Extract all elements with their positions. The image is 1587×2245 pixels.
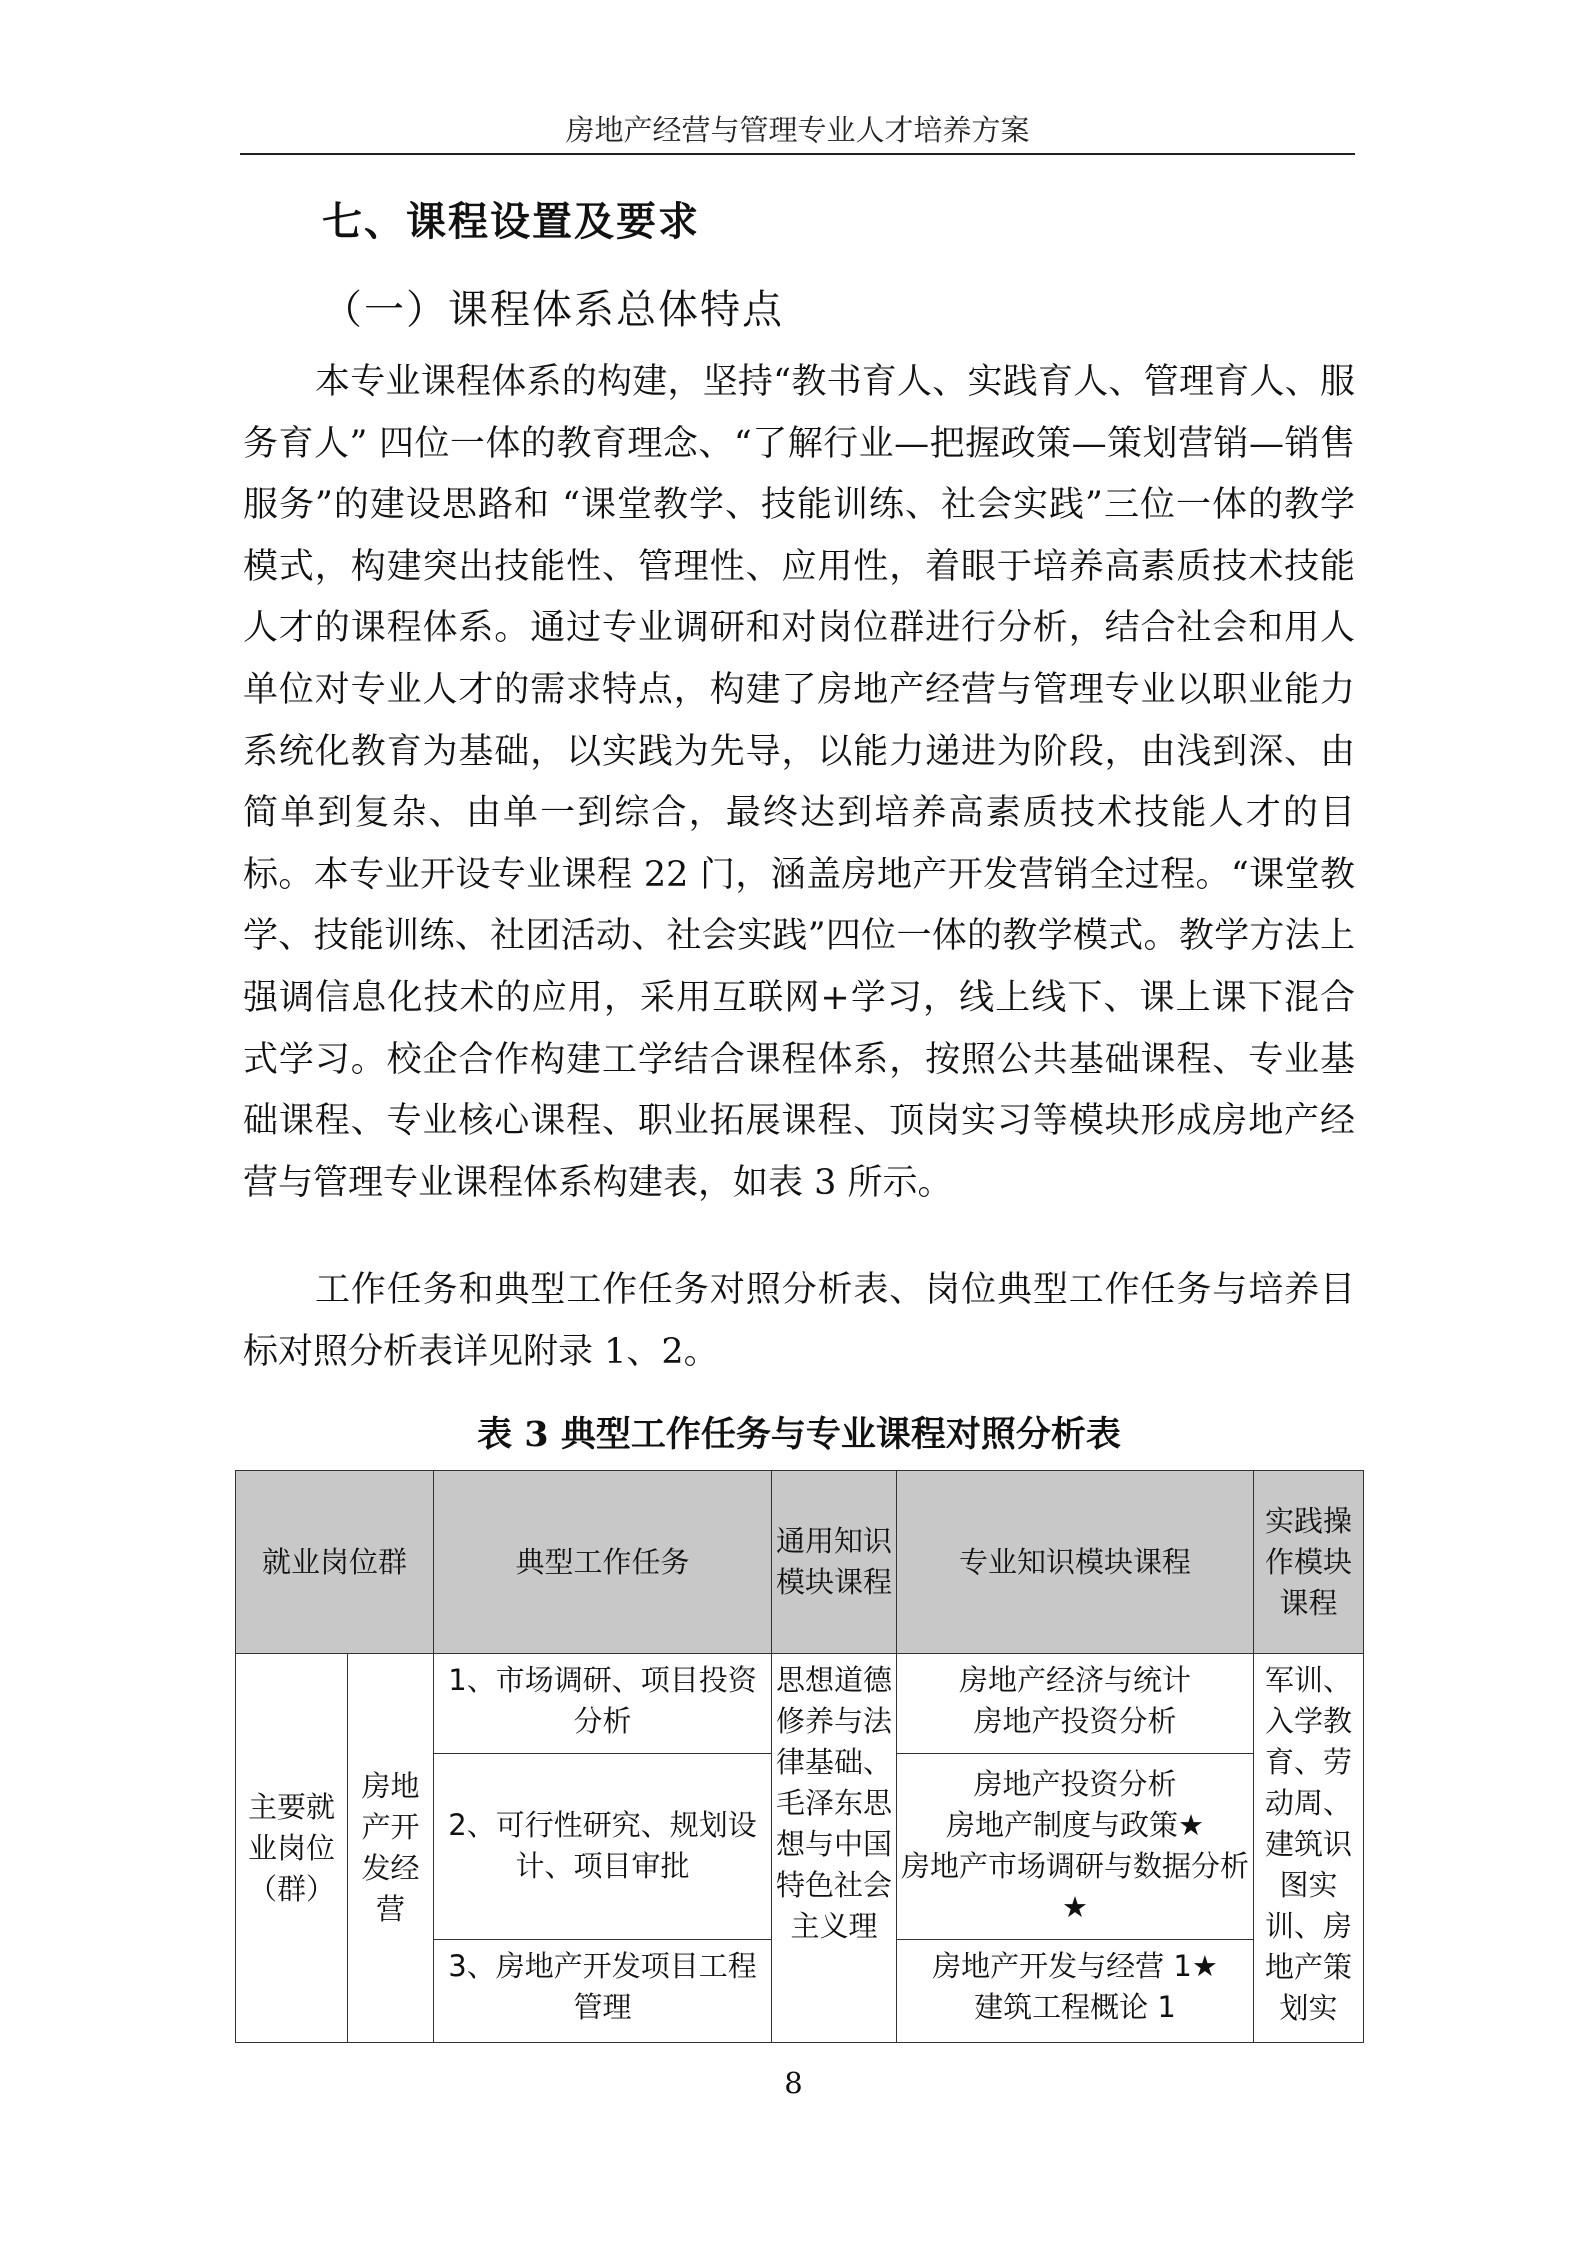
practice-courses-text: 军训、入学教育、劳动周、建筑识图实训、房地产策划实 (1265, 1663, 1353, 2025)
header-practice-courses: 实践操作模块课程 (1254, 1471, 1364, 1654)
job-group-cell: 主要就业岗位（群） (236, 1654, 348, 2043)
task-cell: 3、房地产开发项目工程管理 (434, 1939, 772, 2042)
general-courses-cell (772, 1654, 897, 2043)
body-paragraph: 工作任务和典型工作任务对照分析表、岗位典型工作任务与培养目标对照分析表详见附录 1、2。 (243, 1270, 1355, 1372)
table-row (236, 1654, 1364, 1754)
page-number: 8 (784, 2066, 803, 2100)
courses-cell: 房地产投资分析 房地产制度与政策★ 房地产市场调研与数据分析★ (897, 1754, 1254, 1939)
table-caption: 表 3 典型工作任务与专业课程对照分析表 (477, 1414, 1121, 1455)
courses-cell: 房地产经济与统计 房地产投资分析 (897, 1654, 1254, 1754)
header-general-courses: 通用知识模块课程 (772, 1471, 897, 1654)
position-cell: 房地产开发经营 (348, 1654, 434, 2043)
course-mapping-table (235, 1470, 1364, 2043)
general-courses-text: 思想道德修养与法律基础、毛泽东思想与中国特色社会主义理 (776, 1663, 893, 1943)
courses-cell: 房地产开发与经营 1★ 建筑工程概论 1 (897, 1939, 1254, 2042)
task-cell: 1、市场调研、项目投资分析 (434, 1654, 772, 1754)
body-paragraph: 本专业课程体系的构建，坚持“教书育人、实践育人、管理育人、服务育人” 四位一体的教育理念、“了解行业—把握政策—策划营销—销售服务”的建设思路和 “课堂教学、技能训练、社会实践”三位一体的教学模式，构建突出技能性、管理性、应用性，着眼于培养高素质技术技能人才的课程体系。通过专业调研和对岗位群进行分析，结合社会和用人单位对专业人才的需求特点，构建了房地产经营与管理专业以职业能力系统化教育为基础，以实践为先导，以能力递进为阶段，由浅到深、由简单到复杂、由单一到综合，最终达到培养高素质技术技能人才的目标。本专业开设专业课程 22 门，涵盖房地产开发营销全过程。“课堂教学、技能训练、社团活动、社会实践”四位一体的教学模式。教学方法上强调信息化技术的应用，采用互联网+学习，线上线下、课上课下混合式学习。校企合作构建工学结合课程体系，按照公共基础课程、专业基础课程、专业核心课程、职业拓展课程、顶岗实习等模块形成房地产经营与管理专业课程体系构建表，如表 3 所示。 (243, 362, 1355, 1203)
header-typical-tasks: 典型工作任务 (434, 1471, 772, 1654)
running-header: 房地产经营与管理专业人才培养方案 (565, 113, 1030, 147)
header-job-group: 就业岗位群 (236, 1471, 434, 1654)
header-divider (240, 153, 1355, 155)
practice-courses-cell (1254, 1654, 1364, 2043)
header-professional-courses: 专业知识模块课程 (897, 1471, 1254, 1654)
task-cell: 2、可行性研究、规划设计、项目审批 (434, 1754, 772, 1939)
subsection-heading: （一）课程体系总体特点 (322, 287, 784, 333)
table-header-row (236, 1471, 1364, 1654)
section-heading: 七、课程设置及要求 (322, 198, 700, 245)
